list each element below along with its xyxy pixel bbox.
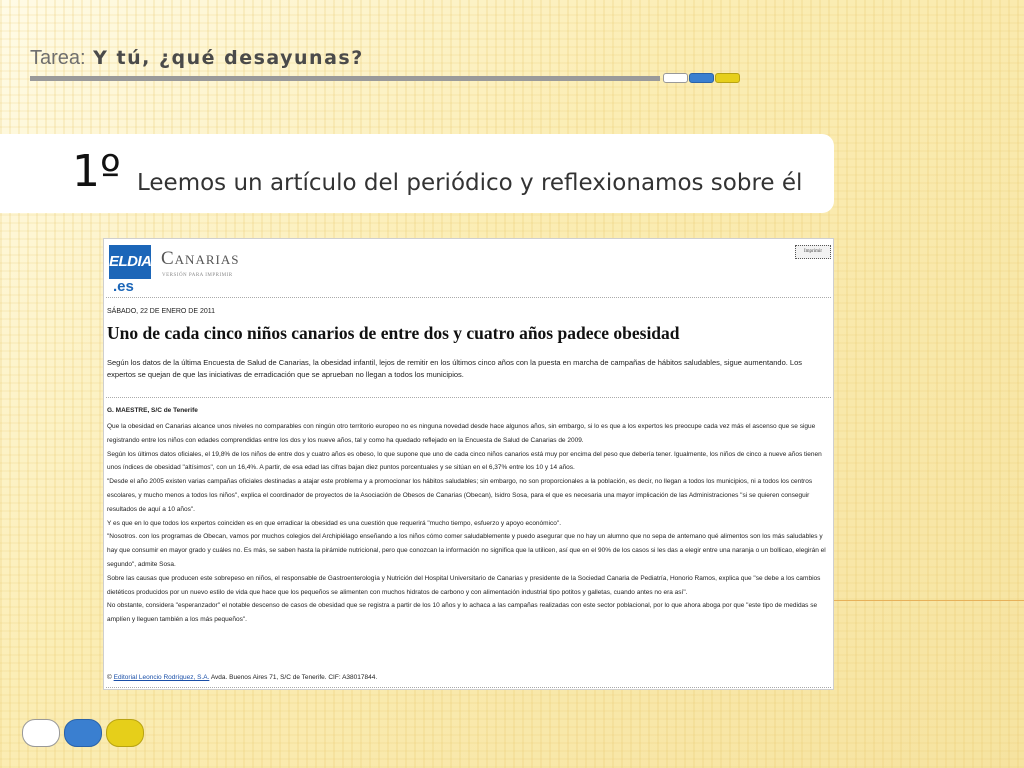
- blue-pill-decoration: [64, 719, 102, 747]
- article-body: [107, 420, 831, 627]
- print-version-label: VERSIÓN PARA IMPRIMIR: [162, 273, 233, 278]
- publisher-link[interactable]: Editorial Leoncio Rodríguez, S.A.: [113, 674, 210, 681]
- yellow-pill-decoration: [715, 73, 740, 83]
- copyright-symbol: ©: [107, 674, 112, 681]
- yellow-pill-decoration: [106, 719, 144, 747]
- task-title: [30, 47, 364, 70]
- logo-domain: .es: [113, 278, 134, 295]
- article-byline: G. MAESTRE, S/C de Tenerife: [107, 407, 198, 414]
- decorative-line: [834, 600, 1024, 601]
- step-instruction: Leemos un artículo del periódico y reflexionamos sobre él: [137, 170, 803, 196]
- task-name: Y tú, ¿qué desayunas?: [93, 47, 364, 69]
- divider: [106, 397, 831, 398]
- newspaper-article-image: [103, 238, 834, 690]
- logo-wordmark: ELDIA: [109, 245, 151, 279]
- divider: [106, 687, 831, 688]
- article-lead: Según los datos de la última Encuesta de Salud de Canarias, la obesidad infantil, lejos de remitir en los últimos cinco años con la puesta en marcha de campañas de hábitos saludables, sigue aumentando. Los expertos se quejan de que las iniciativas de erradicación que se aprueban no llegan a todos los municipios.: [107, 358, 803, 379]
- article-headline: Uno de cada cinco niños canarios de entre dos y cuatro años padece obesidad: [107, 323, 680, 343]
- white-pill-decoration: [22, 719, 60, 747]
- white-pill-decoration: [663, 73, 688, 83]
- article-date: SÁBADO, 22 DE ENERO DE 2011: [107, 308, 216, 315]
- blue-pill-decoration: [689, 73, 714, 83]
- article-paragraph: Que la obesidad en Canarias alcance unos niveles no comparables con ningún otro territorio europeo no es ninguna novedad desde hace algunos años, sin embargo, si lo es que a los expertos les preocupe cada vez más el ascenso que se sigue registrando entre los niños con edades comprendidas entre los dos y los nueve años, tal y como ha quedado reflejado en la Encuesta de Salud de Canarias de 2009.: [107, 423, 816, 444]
- eldia-logo: [109, 245, 151, 295]
- article-paragraph: Y es que en lo que todos los expertos coinciden es en que erradicar la obesidad es una cuestión que requerirá "mucho tiempo, esfuerzo y apoyo económico".: [107, 519, 561, 527]
- article-paragraph: "Nosotros. con los programas de Obecan, vamos por muchos colegios del Archipiélago enseñando a los niños cómo comer saludablemente y puedo asegurar que no hay un alumno que no sepa de antemano qué alimentos son los más saludables y hay que consumir en mayor grado y cuáles no. Es más, se saben hasta la pirámide nutricional, pero que conozcan la información no significa que la utilicen, así que en el 90% de los casos si les das a elegir entre una naranja o un bollicao, elegirán el segundo", admite Sosa.: [107, 533, 826, 568]
- article-paragraph: "Desde el año 2005 existen varias campañas oficiales destinadas a atajar este problema y a promocionar los hábitos saludables; sin embargo, no son proporcionales a la población, es decir, no llegan a todos los municipios, ni a todos los centros escolares, y mucho menos a todos los niños", explica el coordinador de proyectos de la Asociación de Obesos de Canarias (Obecan), Isidro Sosa, para el que es necesaria una mayor implicación de las Administraciones "si se quieren conseguir resultados de aquí a 10 años".: [107, 478, 813, 513]
- article-footer: [107, 674, 377, 681]
- article-paragraph: Sobre las causas que producen este sobrepeso en niños, el responsable de Gastroenterología y Nutrición del Hospital Universitario de Canarias y presidente de la Sociedad Canaria de Pediatría, Honorio Ramos, explica que "se debe a los cambios dietéticos producidos por un nuevo estilo de vida que hace que los pequeños se alimenten con muchos hidratos de carbono y con alimentación industrial tipo potitos y galletas, cuando antes no era así".: [107, 574, 821, 596]
- task-label: Tarea:: [30, 47, 86, 69]
- section-brand: Canarias: [161, 248, 240, 269]
- step-number: 1º: [72, 146, 121, 197]
- article-paragraph: No obstante, considera "esperanzador" el notable descenso de casos de obesidad que se registra a partir de los 10 años y lo achaca a las campañas realizadas con este sector poblacional, por lo que ahora aboga por que "este tipo de medidas se amplíen y lleguen también a los más pequeños".: [107, 602, 818, 624]
- divider: [106, 297, 831, 298]
- title-underline: [30, 76, 660, 81]
- publisher-address: Avda. Buenos Aires 71, S/C de Tenerife. CIF: A38017844.: [210, 674, 378, 681]
- article-paragraph: Según los últimos datos oficiales, el 19,8% de los niños de entre dos y cuatro años es obeso, lo que supone que uno de cada cinco niños canarios está muy por encima del peso que debería tener. Igualmente, los niños de cinco a nueve años tienen unos índices de obesidad "altísimos", con un 16,4%. A partir, de esa edad las cifras bajan diez puntos porcentuales y se sitúan en el 6,37% entre los 10 y 14 años.: [107, 450, 822, 472]
- print-button[interactable]: Imprimir: [795, 245, 831, 259]
